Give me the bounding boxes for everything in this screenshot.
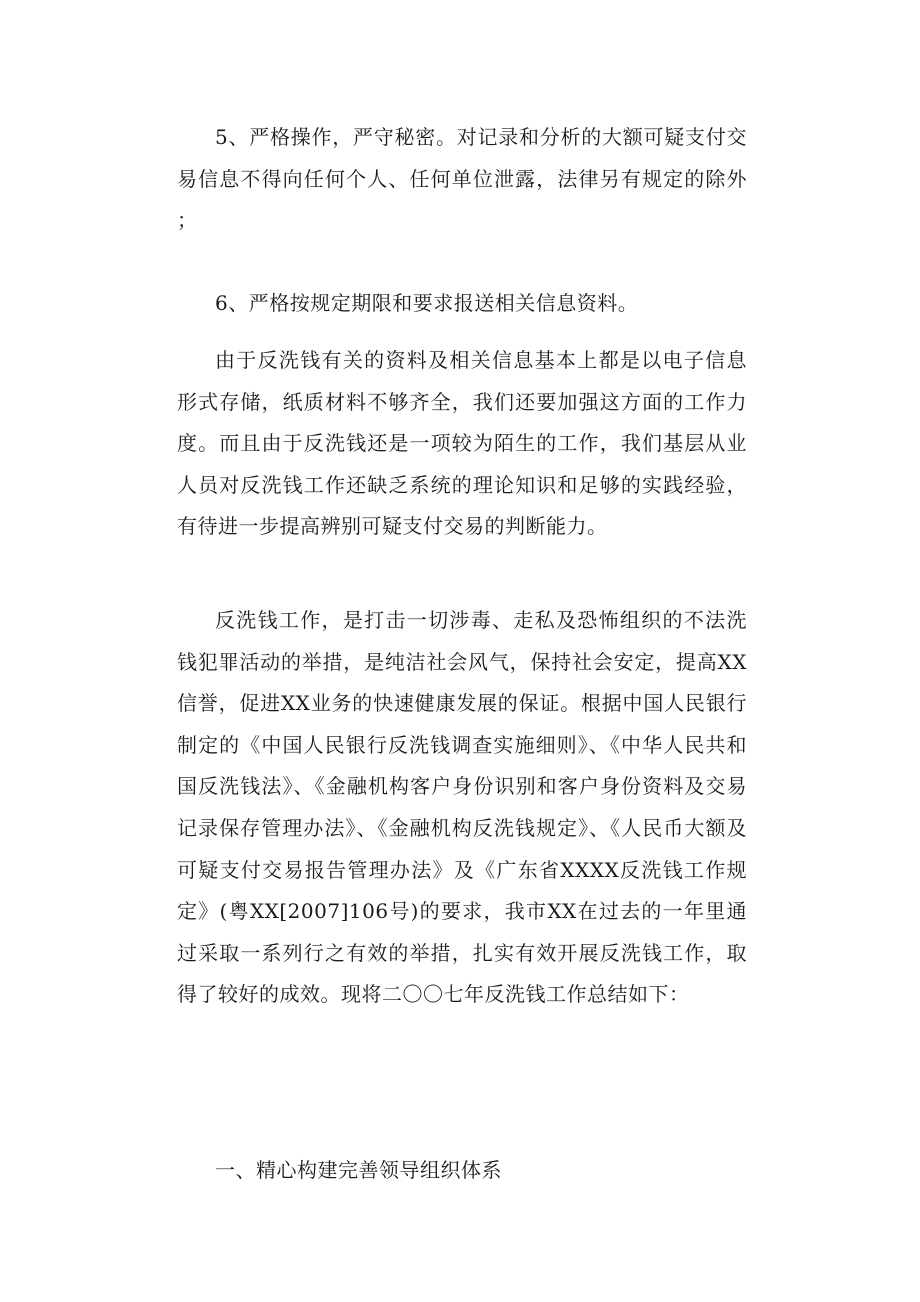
section-heading-leadership: 一、精心构建完善领导组织体系 bbox=[215, 1158, 502, 1182]
paragraph-reporting-deadline: 6、严格按规定期限和要求报送相关信息资料。 bbox=[215, 291, 639, 315]
paragraph-confidentiality: 5、严格操作，严守秘密。对记录和分析的大额可疑支付交易信息不得向任何个人、任何单位泄露，法律另有规定的除外； bbox=[177, 125, 747, 233]
paragraph-introduction: 反洗钱工作，是打击一切涉毒、走私及恐怖组织的不法洗钱犯罪活动的举措，是纯洁社会风气，保持社会安定，提高XX信誉，促进XX业务的快速健康发展的保证。根据中国人民银行制定的《中国人民银行反洗钱调查实施细则》、《中华人民共和国反洗钱法》、《金融机构客户身份识别和客户身份资料及交易记录保存管理办法》、《金融机构反洗钱规定》、《人民币大额及可疑支付交易报告管理办法》及《广东省XXXX反洗钱工作规定》(粤XX[2007]106号)的要求，我市XX在过去的一年里通过采取一系列行之有效的举措，扎实有效开展反洗钱工作，取得了较好的成效。现将二〇〇七年反洗钱工作总结如下： bbox=[177, 608, 747, 1007]
paragraph-existing-problems: 由于反洗钱有关的资料及相关信息基本上都是以电子信息形式存储，纸质材料不够齐全，我们还要加强这方面的工作力度。而且由于反洗钱还是一项较为陌生的工作，我们基层从业人员对反洗钱工作还缺乏系统的理论知识和足够的实践经验，有待进一步提高辨别可疑支付交易的判断能力。 bbox=[177, 348, 747, 539]
